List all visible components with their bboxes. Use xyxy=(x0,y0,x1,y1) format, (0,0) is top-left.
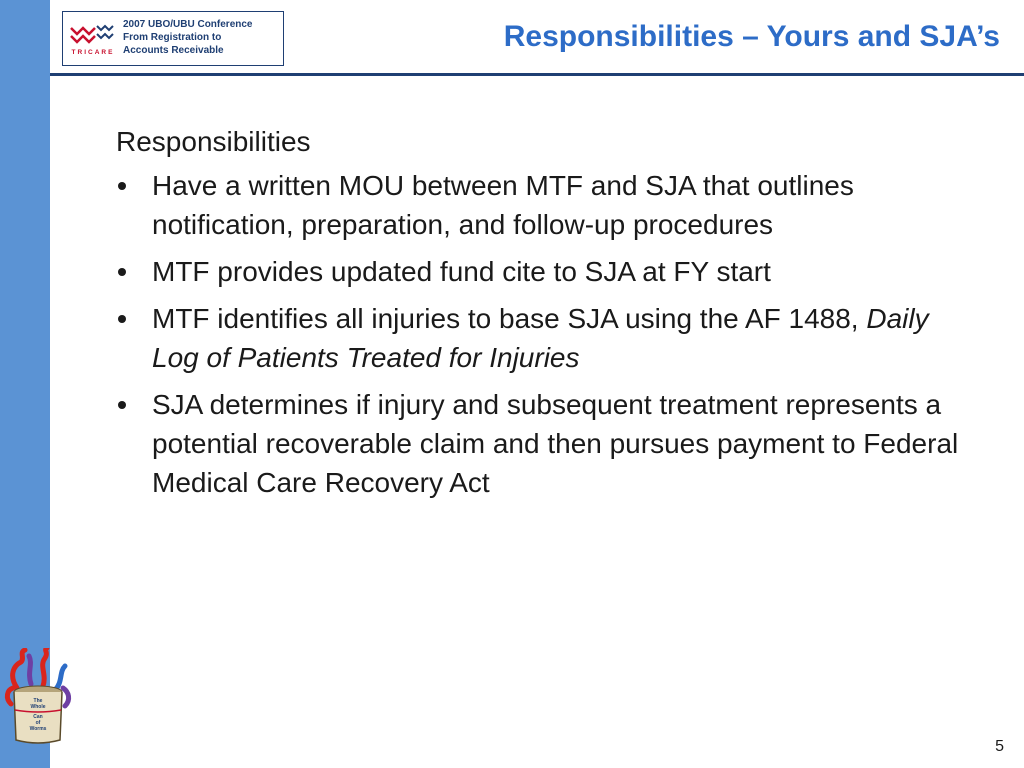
logo-line-2: From Registration to xyxy=(123,32,222,43)
mascot-text-5: Worms xyxy=(29,726,47,732)
tricare-brand-text: TRICARE xyxy=(71,49,115,56)
mascot-text-1: The xyxy=(33,698,43,704)
bullet-text: Have a written MOU between MTF and SJA that outlines notification, preparation, and follow-up procedures xyxy=(152,170,854,240)
bullet-item-1 xyxy=(116,166,966,244)
can-of-worms-mascot-icon xyxy=(3,648,73,748)
logo-line-3: Accounts Receivable xyxy=(123,45,224,56)
mascot-text-2: Whole xyxy=(30,704,46,710)
mascot-text-3: Can xyxy=(33,714,43,720)
mascot-text-4: of xyxy=(35,720,41,726)
bullet-item-4 xyxy=(116,385,966,502)
bullet-item-3 xyxy=(116,299,966,377)
bullet-text: MTF provides updated fund cite to SJA at FY start xyxy=(152,256,771,287)
bullet-italic-text: Daily Log of Patients Treated for Injuries xyxy=(152,303,929,373)
bullet-dot-icon xyxy=(118,268,126,276)
logo-line-1: 2007 UBO/UBU Conference xyxy=(123,19,253,30)
conference-logo xyxy=(62,11,284,66)
page-number: 5 xyxy=(995,738,1004,755)
bullet-dot-icon xyxy=(118,182,126,190)
bullet-list xyxy=(116,166,966,502)
header-divider xyxy=(50,73,1024,76)
slide-content xyxy=(116,124,966,510)
bullet-dot-icon xyxy=(118,315,126,323)
tricare-logo-icon xyxy=(67,18,119,60)
bullet-dot-icon xyxy=(118,401,126,409)
bullet-text: SJA determines if injury and subsequent treatment represents a potential recoverable claim and then pursues payment to Federal Medical Care Recovery Act xyxy=(152,389,959,498)
bullet-text: MTF identifies all injuries to base SJA using the AF 1488, xyxy=(152,303,867,334)
bullet-item-2 xyxy=(116,252,966,291)
subheading: Responsibilities xyxy=(116,126,311,157)
slide-title: Responsibilities – Yours and SJA’s xyxy=(503,20,1000,53)
